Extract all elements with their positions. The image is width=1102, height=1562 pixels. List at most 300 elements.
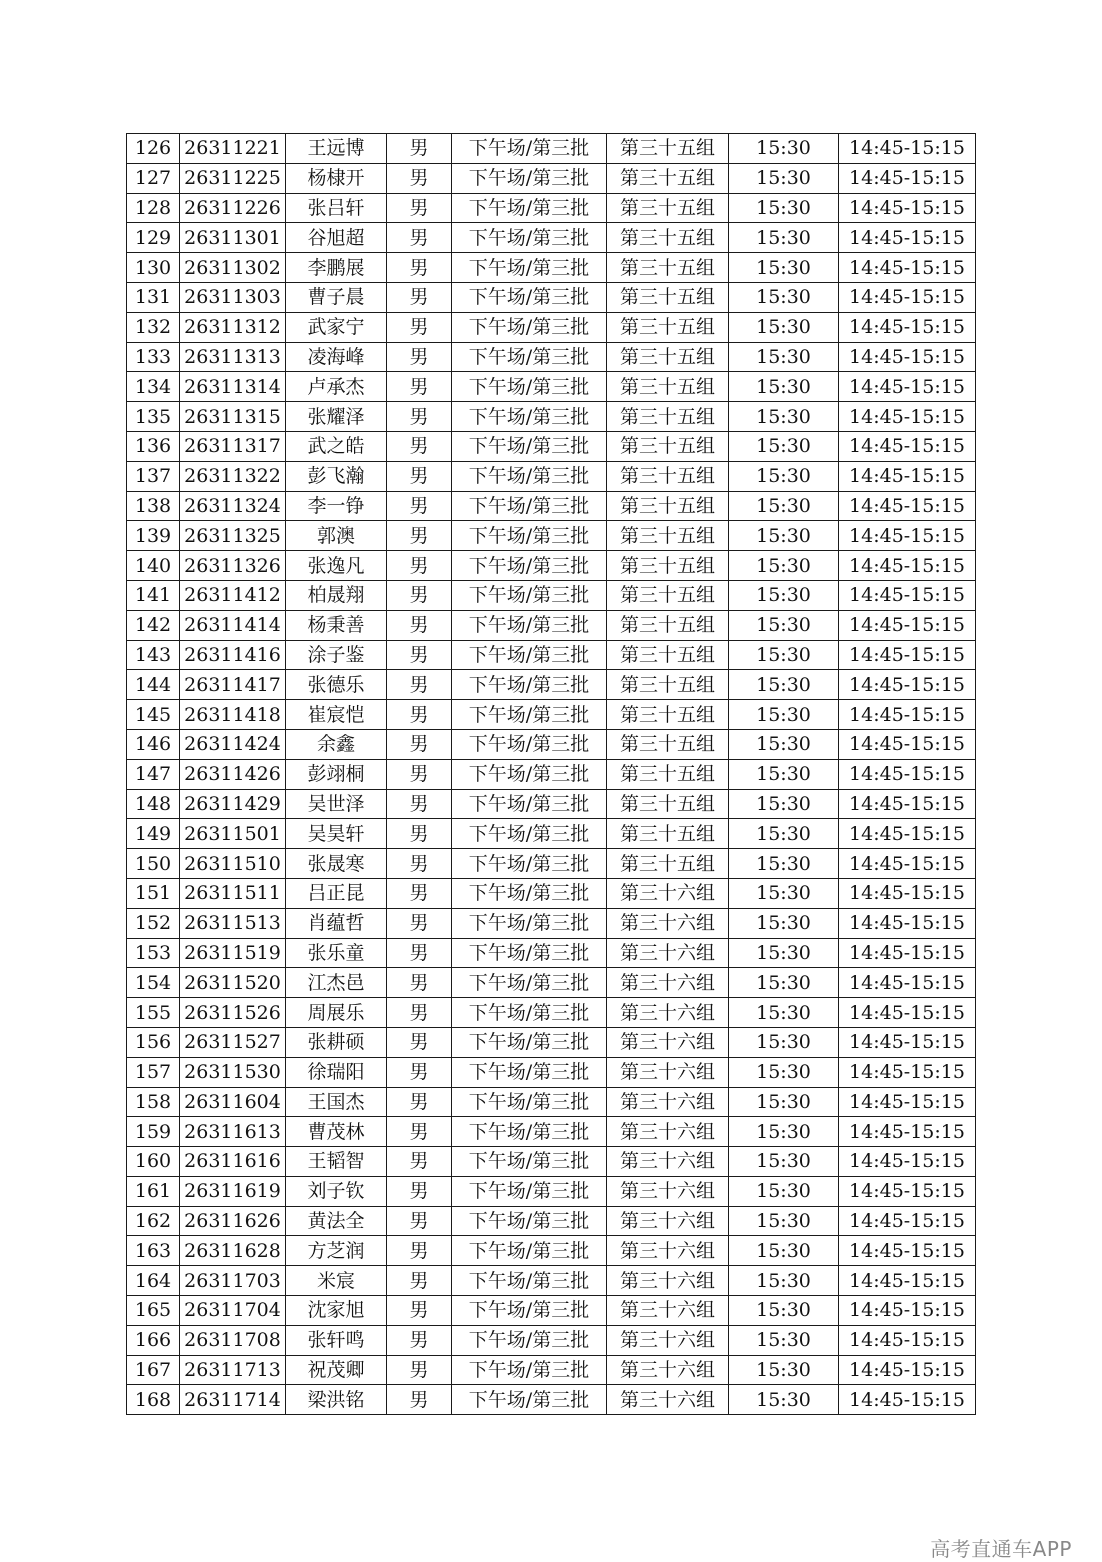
session-batch-cell: 下午场/第三批 bbox=[452, 491, 607, 521]
gender-cell: 男 bbox=[387, 998, 452, 1028]
table-row bbox=[127, 1176, 976, 1206]
session-batch-cell: 下午场/第三批 bbox=[452, 789, 607, 819]
candidate-id-cell: 26311703 bbox=[180, 1266, 286, 1296]
time-window-cell: 14:45-15:15 bbox=[839, 1266, 976, 1296]
time-cell: 15:30 bbox=[729, 759, 839, 789]
candidate-id-cell: 26311315 bbox=[180, 402, 286, 432]
gender-cell: 男 bbox=[387, 461, 452, 491]
time-window-cell: 14:45-15:15 bbox=[839, 402, 976, 432]
row-index-cell: 145 bbox=[127, 700, 180, 730]
row-index-cell: 136 bbox=[127, 431, 180, 461]
name-cell: 张逸凡 bbox=[286, 551, 387, 581]
candidate-id-cell: 26311713 bbox=[180, 1355, 286, 1385]
group-cell: 第三十六组 bbox=[607, 1385, 729, 1415]
time-window-cell: 14:45-15:15 bbox=[839, 223, 976, 253]
session-batch-cell: 下午场/第三批 bbox=[452, 551, 607, 581]
session-batch-cell: 下午场/第三批 bbox=[452, 908, 607, 938]
time-window-cell: 14:45-15:15 bbox=[839, 551, 976, 581]
group-cell: 第三十五组 bbox=[607, 670, 729, 700]
time-cell: 15:30 bbox=[729, 431, 839, 461]
gender-cell: 男 bbox=[387, 908, 452, 938]
group-cell: 第三十六组 bbox=[607, 1176, 729, 1206]
gender-cell: 男 bbox=[387, 193, 452, 223]
row-index-cell: 149 bbox=[127, 819, 180, 849]
table-row bbox=[127, 282, 976, 312]
name-cell: 米宸 bbox=[286, 1266, 387, 1296]
row-index-cell: 148 bbox=[127, 789, 180, 819]
time-window-cell: 14:45-15:15 bbox=[839, 1087, 976, 1117]
time-window-cell: 14:45-15:15 bbox=[839, 1176, 976, 1206]
name-cell: 吕正昆 bbox=[286, 878, 387, 908]
session-batch-cell: 下午场/第三批 bbox=[452, 580, 607, 610]
time-cell: 15:30 bbox=[729, 1355, 839, 1385]
session-batch-cell: 下午场/第三批 bbox=[452, 223, 607, 253]
name-cell: 张耕硕 bbox=[286, 1027, 387, 1057]
group-cell: 第三十五组 bbox=[607, 342, 729, 372]
group-cell: 第三十六组 bbox=[607, 1087, 729, 1117]
table-row bbox=[127, 461, 976, 491]
gender-cell: 男 bbox=[387, 1206, 452, 1236]
time-window-cell: 14:45-15:15 bbox=[839, 461, 976, 491]
table-row bbox=[127, 1266, 976, 1296]
gender-cell: 男 bbox=[387, 253, 452, 283]
gender-cell: 男 bbox=[387, 938, 452, 968]
name-cell: 郭澳 bbox=[286, 521, 387, 551]
table-row bbox=[127, 819, 976, 849]
name-cell: 徐瑞阳 bbox=[286, 1057, 387, 1087]
group-cell: 第三十五组 bbox=[607, 849, 729, 879]
gender-cell: 男 bbox=[387, 878, 452, 908]
session-batch-cell: 下午场/第三批 bbox=[452, 1087, 607, 1117]
name-cell: 王国杰 bbox=[286, 1087, 387, 1117]
time-window-cell: 14:45-15:15 bbox=[839, 1385, 976, 1415]
gender-cell: 男 bbox=[387, 282, 452, 312]
group-cell: 第三十六组 bbox=[607, 1325, 729, 1355]
group-cell: 第三十六组 bbox=[607, 998, 729, 1028]
time-window-cell: 14:45-15:15 bbox=[839, 134, 976, 164]
row-index-cell: 163 bbox=[127, 1236, 180, 1266]
row-index-cell: 162 bbox=[127, 1206, 180, 1236]
time-cell: 15:30 bbox=[729, 312, 839, 342]
gender-cell: 男 bbox=[387, 1147, 452, 1177]
name-cell: 余鑫 bbox=[286, 729, 387, 759]
time-window-cell: 14:45-15:15 bbox=[839, 1117, 976, 1147]
table-row bbox=[127, 1206, 976, 1236]
time-window-cell: 14:45-15:15 bbox=[839, 1147, 976, 1177]
time-window-cell: 14:45-15:15 bbox=[839, 163, 976, 193]
candidate-id-cell: 26311324 bbox=[180, 491, 286, 521]
time-window-cell: 14:45-15:15 bbox=[839, 700, 976, 730]
gender-cell: 男 bbox=[387, 551, 452, 581]
candidate-id-cell: 26311619 bbox=[180, 1176, 286, 1206]
name-cell: 涂子鉴 bbox=[286, 640, 387, 670]
name-cell: 江杰邑 bbox=[286, 968, 387, 998]
session-batch-cell: 下午场/第三批 bbox=[452, 1176, 607, 1206]
candidate-id-cell: 26311604 bbox=[180, 1087, 286, 1117]
time-cell: 15:30 bbox=[729, 223, 839, 253]
candidate-id-cell: 26311714 bbox=[180, 1385, 286, 1415]
session-batch-cell: 下午场/第三批 bbox=[452, 1057, 607, 1087]
group-cell: 第三十六组 bbox=[607, 1117, 729, 1147]
gender-cell: 男 bbox=[387, 700, 452, 730]
candidate-id-cell: 26311226 bbox=[180, 193, 286, 223]
roster-table-body bbox=[127, 134, 976, 1415]
row-index-cell: 144 bbox=[127, 670, 180, 700]
time-window-cell: 14:45-15:15 bbox=[839, 998, 976, 1028]
name-cell: 武家宁 bbox=[286, 312, 387, 342]
time-cell: 15:30 bbox=[729, 1296, 839, 1326]
gender-cell: 男 bbox=[387, 163, 452, 193]
table-row bbox=[127, 640, 976, 670]
time-window-cell: 14:45-15:15 bbox=[839, 759, 976, 789]
time-cell: 15:30 bbox=[729, 789, 839, 819]
name-cell: 谷旭超 bbox=[286, 223, 387, 253]
gender-cell: 男 bbox=[387, 759, 452, 789]
name-cell: 卢承杰 bbox=[286, 372, 387, 402]
session-batch-cell: 下午场/第三批 bbox=[452, 1117, 607, 1147]
table-row bbox=[127, 223, 976, 253]
time-cell: 15:30 bbox=[729, 849, 839, 879]
gender-cell: 男 bbox=[387, 1385, 452, 1415]
session-batch-cell: 下午场/第三批 bbox=[452, 461, 607, 491]
group-cell: 第三十五组 bbox=[607, 253, 729, 283]
table-row bbox=[127, 968, 976, 998]
candidate-id-cell: 26311520 bbox=[180, 968, 286, 998]
row-index-cell: 140 bbox=[127, 551, 180, 581]
table-row bbox=[127, 878, 976, 908]
table-row bbox=[127, 1325, 976, 1355]
row-index-cell: 128 bbox=[127, 193, 180, 223]
row-index-cell: 135 bbox=[127, 402, 180, 432]
table-row bbox=[127, 521, 976, 551]
session-batch-cell: 下午场/第三批 bbox=[452, 670, 607, 700]
session-batch-cell: 下午场/第三批 bbox=[452, 1236, 607, 1266]
gender-cell: 男 bbox=[387, 1027, 452, 1057]
row-index-cell: 129 bbox=[127, 223, 180, 253]
table-row bbox=[127, 1057, 976, 1087]
table-row bbox=[127, 729, 976, 759]
time-cell: 15:30 bbox=[729, 372, 839, 402]
name-cell: 武之皓 bbox=[286, 431, 387, 461]
gender-cell: 男 bbox=[387, 134, 452, 164]
table-row bbox=[127, 580, 976, 610]
table-row bbox=[127, 1355, 976, 1385]
gender-cell: 男 bbox=[387, 431, 452, 461]
row-index-cell: 139 bbox=[127, 521, 180, 551]
time-cell: 15:30 bbox=[729, 700, 839, 730]
name-cell: 王远博 bbox=[286, 134, 387, 164]
group-cell: 第三十六组 bbox=[607, 1296, 729, 1326]
name-cell: 王韬智 bbox=[286, 1147, 387, 1177]
group-cell: 第三十六组 bbox=[607, 1206, 729, 1236]
candidate-id-cell: 26311414 bbox=[180, 610, 286, 640]
name-cell: 曹茂林 bbox=[286, 1117, 387, 1147]
row-index-cell: 159 bbox=[127, 1117, 180, 1147]
candidate-id-cell: 26311708 bbox=[180, 1325, 286, 1355]
group-cell: 第三十六组 bbox=[607, 1266, 729, 1296]
name-cell: 刘子钦 bbox=[286, 1176, 387, 1206]
candidate-id-cell: 26311704 bbox=[180, 1296, 286, 1326]
name-cell: 张乐童 bbox=[286, 938, 387, 968]
time-window-cell: 14:45-15:15 bbox=[839, 1325, 976, 1355]
table-row bbox=[127, 1385, 976, 1415]
time-cell: 15:30 bbox=[729, 402, 839, 432]
time-window-cell: 14:45-15:15 bbox=[839, 789, 976, 819]
name-cell: 凌海峰 bbox=[286, 342, 387, 372]
group-cell: 第三十五组 bbox=[607, 312, 729, 342]
row-index-cell: 130 bbox=[127, 253, 180, 283]
time-window-cell: 14:45-15:15 bbox=[839, 1206, 976, 1236]
time-window-cell: 14:45-15:15 bbox=[839, 908, 976, 938]
session-batch-cell: 下午场/第三批 bbox=[452, 700, 607, 730]
gender-cell: 男 bbox=[387, 849, 452, 879]
session-batch-cell: 下午场/第三批 bbox=[452, 312, 607, 342]
candidate-id-cell: 26311613 bbox=[180, 1117, 286, 1147]
time-cell: 15:30 bbox=[729, 1027, 839, 1057]
name-cell: 肖蕴哲 bbox=[286, 908, 387, 938]
row-index-cell: 168 bbox=[127, 1385, 180, 1415]
candidate-id-cell: 26311225 bbox=[180, 163, 286, 193]
group-cell: 第三十五组 bbox=[607, 610, 729, 640]
time-cell: 15:30 bbox=[729, 1206, 839, 1236]
row-index-cell: 147 bbox=[127, 759, 180, 789]
session-batch-cell: 下午场/第三批 bbox=[452, 998, 607, 1028]
time-window-cell: 14:45-15:15 bbox=[839, 610, 976, 640]
time-window-cell: 14:45-15:15 bbox=[839, 968, 976, 998]
gender-cell: 男 bbox=[387, 372, 452, 402]
time-cell: 15:30 bbox=[729, 1147, 839, 1177]
group-cell: 第三十六组 bbox=[607, 1027, 729, 1057]
table-row bbox=[127, 253, 976, 283]
candidate-id-cell: 26311530 bbox=[180, 1057, 286, 1087]
table-row bbox=[127, 134, 976, 164]
candidate-id-cell: 26311626 bbox=[180, 1206, 286, 1236]
group-cell: 第三十五组 bbox=[607, 372, 729, 402]
row-index-cell: 152 bbox=[127, 908, 180, 938]
time-cell: 15:30 bbox=[729, 193, 839, 223]
time-window-cell: 14:45-15:15 bbox=[839, 1236, 976, 1266]
name-cell: 彭飞瀚 bbox=[286, 461, 387, 491]
name-cell: 黄法全 bbox=[286, 1206, 387, 1236]
table-row bbox=[127, 908, 976, 938]
time-window-cell: 14:45-15:15 bbox=[839, 312, 976, 342]
time-cell: 15:30 bbox=[729, 342, 839, 372]
row-index-cell: 126 bbox=[127, 134, 180, 164]
table-row bbox=[127, 789, 976, 819]
candidate-id-cell: 26311417 bbox=[180, 670, 286, 700]
time-cell: 15:30 bbox=[729, 1325, 839, 1355]
table-row bbox=[127, 998, 976, 1028]
candidate-id-cell: 26311301 bbox=[180, 223, 286, 253]
time-window-cell: 14:45-15:15 bbox=[839, 1296, 976, 1326]
row-index-cell: 138 bbox=[127, 491, 180, 521]
time-window-cell: 14:45-15:15 bbox=[839, 491, 976, 521]
candidate-id-cell: 26311221 bbox=[180, 134, 286, 164]
table-row bbox=[127, 193, 976, 223]
time-window-cell: 14:45-15:15 bbox=[839, 1027, 976, 1057]
row-index-cell: 141 bbox=[127, 580, 180, 610]
time-cell: 15:30 bbox=[729, 819, 839, 849]
time-window-cell: 14:45-15:15 bbox=[839, 819, 976, 849]
candidate-id-cell: 26311418 bbox=[180, 700, 286, 730]
table-row bbox=[127, 1027, 976, 1057]
gender-cell: 男 bbox=[387, 968, 452, 998]
gender-cell: 男 bbox=[387, 342, 452, 372]
time-window-cell: 14:45-15:15 bbox=[839, 342, 976, 372]
candidate-id-cell: 26311510 bbox=[180, 849, 286, 879]
time-cell: 15:30 bbox=[729, 1087, 839, 1117]
gender-cell: 男 bbox=[387, 1266, 452, 1296]
name-cell: 梁洪铭 bbox=[286, 1385, 387, 1415]
gender-cell: 男 bbox=[387, 1117, 452, 1147]
time-window-cell: 14:45-15:15 bbox=[839, 282, 976, 312]
time-window-cell: 14:45-15:15 bbox=[839, 1057, 976, 1087]
time-cell: 15:30 bbox=[729, 1266, 839, 1296]
candidate-id-cell: 26311325 bbox=[180, 521, 286, 551]
table-row bbox=[127, 1117, 976, 1147]
session-batch-cell: 下午场/第三批 bbox=[452, 610, 607, 640]
row-index-cell: 131 bbox=[127, 282, 180, 312]
name-cell: 杨秉善 bbox=[286, 610, 387, 640]
time-window-cell: 14:45-15:15 bbox=[839, 431, 976, 461]
session-batch-cell: 下午场/第三批 bbox=[452, 282, 607, 312]
table-row bbox=[127, 938, 976, 968]
session-batch-cell: 下午场/第三批 bbox=[452, 193, 607, 223]
gender-cell: 男 bbox=[387, 819, 452, 849]
row-index-cell: 146 bbox=[127, 729, 180, 759]
name-cell: 彭翊桐 bbox=[286, 759, 387, 789]
time-cell: 15:30 bbox=[729, 729, 839, 759]
session-batch-cell: 下午场/第三批 bbox=[452, 521, 607, 551]
row-index-cell: 154 bbox=[127, 968, 180, 998]
session-batch-cell: 下午场/第三批 bbox=[452, 431, 607, 461]
row-index-cell: 133 bbox=[127, 342, 180, 372]
group-cell: 第三十五组 bbox=[607, 789, 729, 819]
session-batch-cell: 下午场/第三批 bbox=[452, 402, 607, 432]
time-cell: 15:30 bbox=[729, 878, 839, 908]
time-cell: 15:30 bbox=[729, 580, 839, 610]
gender-cell: 男 bbox=[387, 1355, 452, 1385]
candidate-id-cell: 26311511 bbox=[180, 878, 286, 908]
table-row bbox=[127, 402, 976, 432]
gender-cell: 男 bbox=[387, 580, 452, 610]
group-cell: 第三十五组 bbox=[607, 223, 729, 253]
row-index-cell: 134 bbox=[127, 372, 180, 402]
group-cell: 第三十五组 bbox=[607, 729, 729, 759]
session-batch-cell: 下午场/第三批 bbox=[452, 134, 607, 164]
time-cell: 15:30 bbox=[729, 1236, 839, 1266]
row-index-cell: 132 bbox=[127, 312, 180, 342]
name-cell: 张吕轩 bbox=[286, 193, 387, 223]
gender-cell: 男 bbox=[387, 729, 452, 759]
group-cell: 第三十五组 bbox=[607, 461, 729, 491]
session-batch-cell: 下午场/第三批 bbox=[452, 1296, 607, 1326]
name-cell: 张轩鸣 bbox=[286, 1325, 387, 1355]
time-cell: 15:30 bbox=[729, 1117, 839, 1147]
session-batch-cell: 下午场/第三批 bbox=[452, 372, 607, 402]
table-row bbox=[127, 163, 976, 193]
time-cell: 15:30 bbox=[729, 491, 839, 521]
table-row bbox=[127, 849, 976, 879]
candidate-id-cell: 26311312 bbox=[180, 312, 286, 342]
time-cell: 15:30 bbox=[729, 521, 839, 551]
row-index-cell: 155 bbox=[127, 998, 180, 1028]
gender-cell: 男 bbox=[387, 491, 452, 521]
candidate-id-cell: 26311416 bbox=[180, 640, 286, 670]
name-cell: 李鹏展 bbox=[286, 253, 387, 283]
table-row bbox=[127, 342, 976, 372]
session-batch-cell: 下午场/第三批 bbox=[452, 819, 607, 849]
session-batch-cell: 下午场/第三批 bbox=[452, 1147, 607, 1177]
candidate-id-cell: 26311628 bbox=[180, 1236, 286, 1266]
gender-cell: 男 bbox=[387, 312, 452, 342]
gender-cell: 男 bbox=[387, 1325, 452, 1355]
time-window-cell: 14:45-15:15 bbox=[839, 938, 976, 968]
candidate-id-cell: 26311424 bbox=[180, 729, 286, 759]
group-cell: 第三十六组 bbox=[607, 1236, 729, 1266]
session-batch-cell: 下午场/第三批 bbox=[452, 729, 607, 759]
row-index-cell: 160 bbox=[127, 1147, 180, 1177]
row-index-cell: 166 bbox=[127, 1325, 180, 1355]
name-cell: 崔宸恺 bbox=[286, 700, 387, 730]
time-window-cell: 14:45-15:15 bbox=[839, 193, 976, 223]
gender-cell: 男 bbox=[387, 1236, 452, 1266]
session-batch-cell: 下午场/第三批 bbox=[452, 640, 607, 670]
row-index-cell: 142 bbox=[127, 610, 180, 640]
time-cell: 15:30 bbox=[729, 1176, 839, 1206]
gender-cell: 男 bbox=[387, 1057, 452, 1087]
group-cell: 第三十五组 bbox=[607, 431, 729, 461]
name-cell: 李一铮 bbox=[286, 491, 387, 521]
time-cell: 15:30 bbox=[729, 1385, 839, 1415]
group-cell: 第三十五组 bbox=[607, 193, 729, 223]
table-row bbox=[127, 431, 976, 461]
gender-cell: 男 bbox=[387, 402, 452, 432]
gender-cell: 男 bbox=[387, 670, 452, 700]
time-cell: 15:30 bbox=[729, 282, 839, 312]
name-cell: 吴世泽 bbox=[286, 789, 387, 819]
candidate-id-cell: 26311322 bbox=[180, 461, 286, 491]
time-cell: 15:30 bbox=[729, 908, 839, 938]
row-index-cell: 137 bbox=[127, 461, 180, 491]
group-cell: 第三十五组 bbox=[607, 640, 729, 670]
group-cell: 第三十五组 bbox=[607, 163, 729, 193]
gender-cell: 男 bbox=[387, 1176, 452, 1206]
candidate-id-cell: 26311303 bbox=[180, 282, 286, 312]
candidate-id-cell: 26311501 bbox=[180, 819, 286, 849]
name-cell: 张晟寒 bbox=[286, 849, 387, 879]
row-index-cell: 158 bbox=[127, 1087, 180, 1117]
group-cell: 第三十五组 bbox=[607, 134, 729, 164]
row-index-cell: 164 bbox=[127, 1266, 180, 1296]
row-index-cell: 151 bbox=[127, 878, 180, 908]
table-row bbox=[127, 759, 976, 789]
time-window-cell: 14:45-15:15 bbox=[839, 729, 976, 759]
session-batch-cell: 下午场/第三批 bbox=[452, 253, 607, 283]
session-batch-cell: 下午场/第三批 bbox=[452, 1027, 607, 1057]
session-batch-cell: 下午场/第三批 bbox=[452, 968, 607, 998]
table-row bbox=[127, 312, 976, 342]
group-cell: 第三十五组 bbox=[607, 402, 729, 432]
session-batch-cell: 下午场/第三批 bbox=[452, 878, 607, 908]
session-batch-cell: 下午场/第三批 bbox=[452, 759, 607, 789]
row-index-cell: 127 bbox=[127, 163, 180, 193]
candidate-id-cell: 26311426 bbox=[180, 759, 286, 789]
row-index-cell: 156 bbox=[127, 1027, 180, 1057]
gender-cell: 男 bbox=[387, 1296, 452, 1326]
table-row bbox=[127, 551, 976, 581]
time-cell: 15:30 bbox=[729, 938, 839, 968]
